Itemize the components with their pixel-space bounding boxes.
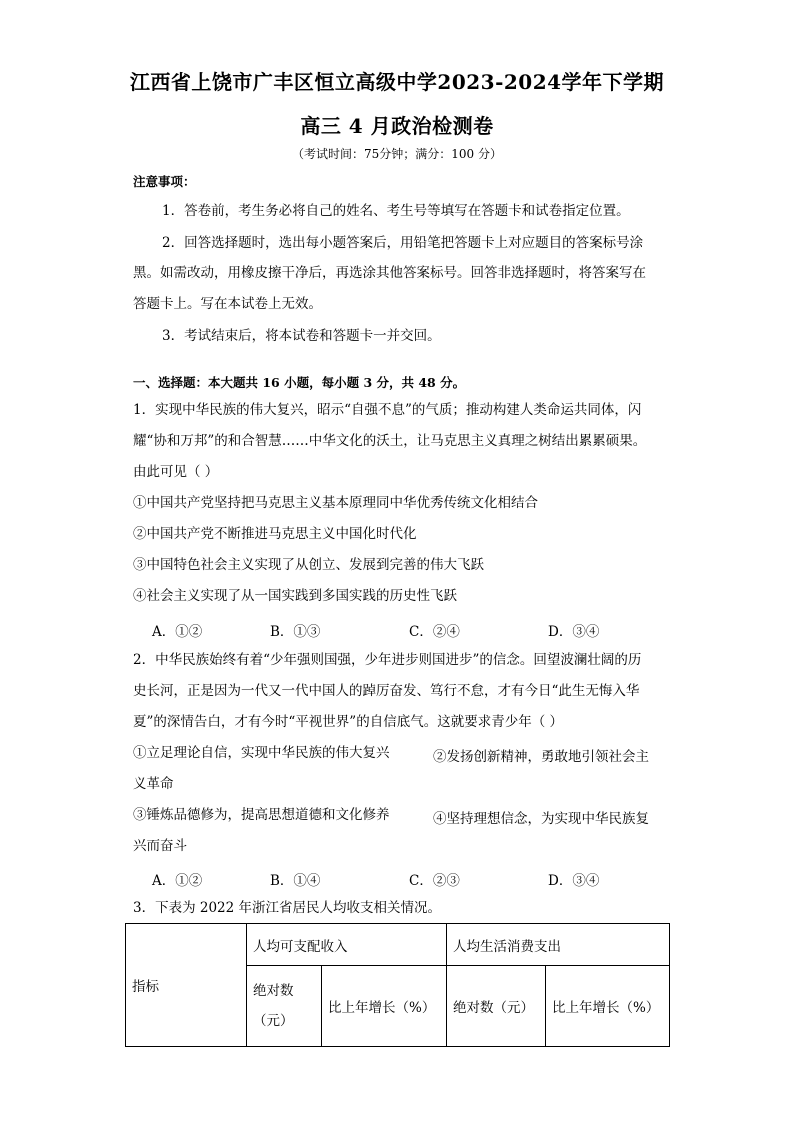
q2-statement-4-cont: 兴而奋斗 — [133, 838, 187, 854]
note-item-2-line1: 2．回答选择题时，选出每小题答案后，用铅笔把答题卡上对应题目的答案标号涂 — [162, 235, 644, 251]
q1-statement-4: ④社会主义实现了从一国实践到多国实践的历史性飞跃 — [133, 588, 457, 604]
q2-option-c[interactable]: C．②③ — [409, 873, 460, 889]
note-item-2-line2: 黑。如需改动，用橡皮擦干净后，再选涂其他答案标号。回答非选择题时，将答案写在 — [133, 265, 646, 281]
q2-stem-line2: 史长河，正是因为一代又一代中国人的踔厉奋发、笃行不怠，才有今日“此生无悔入华 — [133, 683, 640, 699]
note-item-1: 1．答卷前，考生务必将自己的姓名、考生号等填写在答题卡和试卷指定位置。 — [162, 203, 630, 219]
table-col-income-absolute-line2: （元） — [253, 1013, 294, 1029]
q1-statement-2: ②中国共产党不断推进马克思主义中国化时代化 — [133, 526, 417, 542]
q2-option-d[interactable]: D．③④ — [548, 873, 600, 889]
table-col-expense-absolute: 绝对数（元） — [447, 966, 546, 1047]
q2-statement-3: ③锤炼品德修为，提高思想道德和文化修养 — [133, 807, 390, 823]
note-item-3: 3．考试结束后，将本试卷和答题卡一并交回。 — [162, 328, 441, 344]
q2-stem-line3: 夏”的深情告白，才有今时“平视世界”的自信底气。这就要求青少年（ ） — [133, 714, 563, 730]
q1-statement-3: ③中国特色社会主义实现了从创立、发展到完善的伟大飞跃 — [133, 557, 484, 573]
table-col-income-absolute — [247, 966, 322, 1047]
q2-statement-4: ④坚持理想信念，为实现中华民族复 — [433, 811, 649, 827]
q1-option-b[interactable]: B．①③ — [270, 624, 321, 640]
q1-option-c[interactable]: C．②④ — [409, 624, 460, 640]
table-col-income-absolute-line1: 绝对数 — [253, 983, 294, 999]
notes-heading: 注意事项： — [133, 174, 196, 189]
q2-option-a[interactable]: A．①② — [152, 873, 203, 889]
table-header-indicator: 指标 — [126, 924, 247, 1047]
q2-statement-2-cont: 义革命 — [133, 776, 174, 792]
q1-stem-line1: 1．实现中华民族的伟大复兴，昭示“自强不息”的气质；推动构建人类命运共同体，闪 — [133, 402, 642, 418]
table-col-income-growth: 比上年增长（%） — [322, 966, 447, 1047]
exam-time-info: （考试时间：75分钟；满分：100 分） — [292, 147, 502, 161]
q1-option-d[interactable]: D．③④ — [548, 624, 600, 640]
q2-stem-line1: 2．中华民族始终有着“少年强则国强，少年进步则国进步”的信念。回望波澜壮阔的历 — [133, 652, 642, 668]
note-item-2-line3: 答题卡上。写在本试卷上无效。 — [133, 296, 322, 312]
exam-title-line1: 江西省上饶市广丰区恒立高级中学2023-2024学年下学期 — [129, 70, 665, 94]
q2-option-b[interactable]: B．①④ — [270, 873, 321, 889]
table-col-expense-growth: 比上年增长（%） — [546, 966, 670, 1047]
q1-option-a[interactable]: A．①② — [152, 624, 203, 640]
table-header-income: 人均可支配收入 — [247, 924, 447, 966]
q2-statement-2: ②发扬创新精神，勇敢地引领社会主 — [433, 749, 649, 765]
q3-stem-line1: 3．下表为 2022 年浙江省居民人均收支相关情况。 — [133, 900, 442, 916]
q2-statement-1: ①立足理论自信，实现中华民族的伟大复兴 — [133, 745, 390, 761]
section-1-heading: 一、选择题：本大题共 16 小题，每小题 3 分，共 48 分。 — [133, 375, 466, 390]
q1-stem-line2: 耀“协和万邦”的和合智慧……中华文化的沃土，让马克思主义真理之树结出累累硕果。 — [133, 433, 647, 449]
q1-stem-line3: 由此可见（ ） — [133, 464, 219, 480]
exam-title-line2: 高三 4 月政治检测卷 — [300, 114, 494, 138]
table-header-expense: 人均生活消费支出 — [447, 924, 670, 966]
income-expense-table — [125, 923, 670, 1047]
q1-statement-1: ①中国共产党坚持把马克思主义基本原理同中华优秀传统文化相结合 — [133, 495, 538, 511]
